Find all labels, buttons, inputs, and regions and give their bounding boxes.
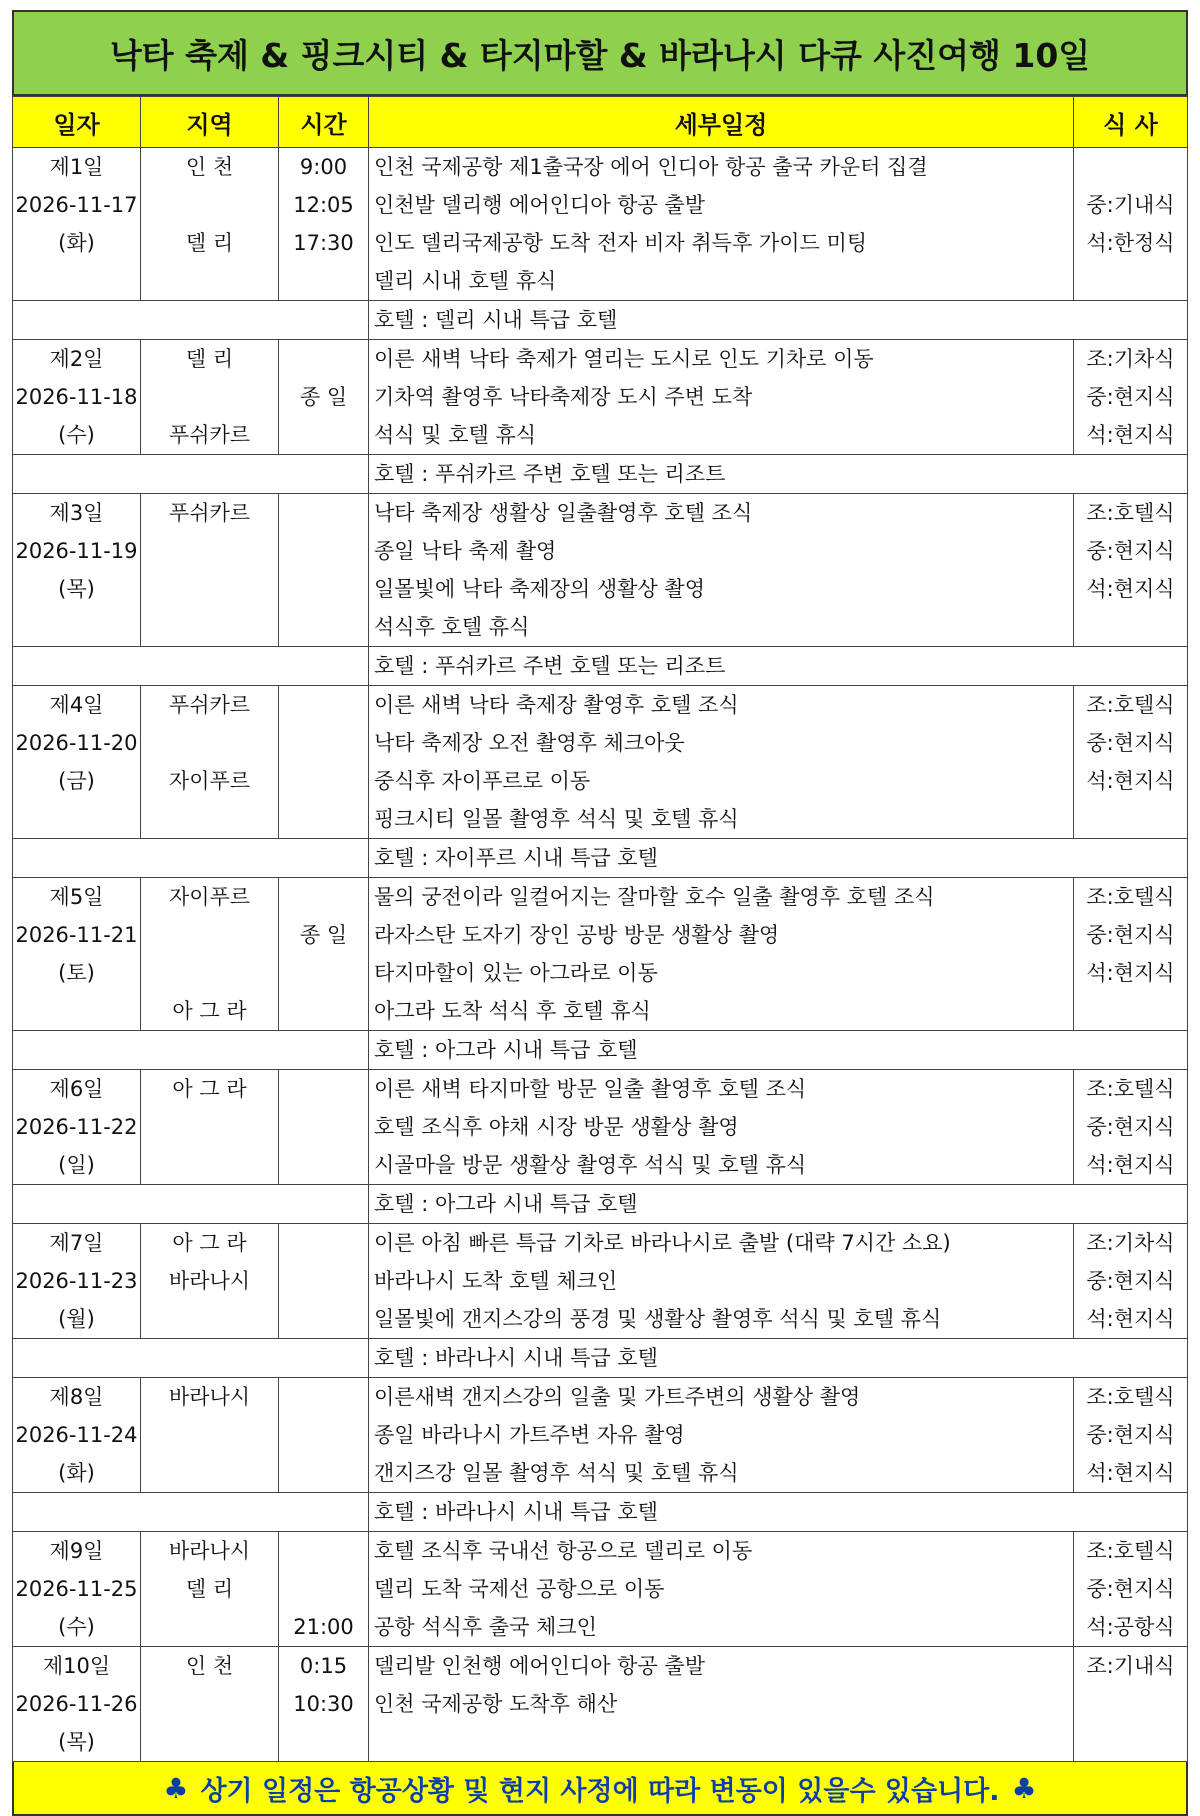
day-cell-line: 2026-11-26 xyxy=(15,1692,138,1716)
region-cell-line: 델 리 xyxy=(185,1577,234,1601)
day-cell-line: 2026-11-20 xyxy=(15,731,138,755)
meal-cell-line: 석:공항식 xyxy=(1086,1615,1175,1639)
notice-footer xyxy=(12,1762,1188,1816)
detail-cell-line: 이른새벽 갠지스강의 일출 및 가트주변의 생활상 촬영 xyxy=(374,1385,861,1409)
table-row xyxy=(13,1378,1188,1493)
day-cell-line: (수) xyxy=(58,1615,95,1639)
hotel-row xyxy=(13,1185,1188,1224)
hotel-row xyxy=(13,647,1188,686)
region-cell-line: 바라나시 xyxy=(168,1385,251,1409)
detail-cell-line: 일몰빛에 낙타 축제장의 생활상 촬영 xyxy=(374,577,705,601)
day-cell-line: 제10일 xyxy=(42,1654,111,1678)
time-cell-line xyxy=(279,416,368,454)
day-cell-line: (화) xyxy=(58,231,95,255)
day-cell xyxy=(13,1378,141,1493)
hotel-row xyxy=(13,1339,1188,1378)
meal-cell xyxy=(1074,1532,1188,1647)
day-cell-line: 제1일 xyxy=(49,155,104,179)
hotel-spacer xyxy=(13,1031,369,1070)
region-cell xyxy=(141,340,279,455)
detail-cell-line: 중식후 자이푸르로 이동 xyxy=(374,769,591,793)
day-cell-line: 2026-11-21 xyxy=(15,923,138,947)
detail-cell-line: 아그라 도착 석식 후 호텔 휴식 xyxy=(374,999,651,1023)
time-cell xyxy=(279,340,369,455)
header-day: 일자 xyxy=(13,97,141,148)
hotel-row xyxy=(13,1493,1188,1532)
day-cell xyxy=(13,148,141,301)
region-cell xyxy=(141,1070,279,1185)
meal-cell xyxy=(1074,340,1188,455)
detail-cell-line: 델리 도착 국제선 공항으로 이동 xyxy=(374,1577,665,1601)
time-cell xyxy=(279,1532,369,1647)
detail-cell xyxy=(369,1224,1074,1339)
day-cell-line: (금) xyxy=(58,769,95,793)
day-cell xyxy=(13,1532,141,1647)
time-cell-line: 10:30 xyxy=(293,1692,354,1716)
day-cell xyxy=(13,340,141,455)
detail-cell-line: 종일 낙타 축제 촬영 xyxy=(374,539,557,563)
detail-cell xyxy=(369,1532,1074,1647)
table-row xyxy=(13,148,1188,301)
detail-cell-line: 인천 국제공항 도착후 해산 xyxy=(374,1692,618,1716)
header-meal: 식 사 xyxy=(1074,97,1188,148)
region-cell xyxy=(141,148,279,301)
region-cell xyxy=(141,1647,279,1762)
meal-cell-line: 중:현지식 xyxy=(1086,1577,1175,1601)
detail-cell-line: 기차역 촬영후 낙타축제장 도시 주변 도착 xyxy=(374,385,753,409)
day-cell xyxy=(13,494,141,647)
day-cell-line: 2026-11-23 xyxy=(15,1269,138,1293)
region-cell-line: 델 리 xyxy=(185,347,234,371)
hotel-info: 호텔 : 아그라 시내 특급 호텔 xyxy=(369,1031,1188,1070)
hotel-row xyxy=(13,1031,1188,1070)
day-cell-line: 제9일 xyxy=(49,1539,104,1563)
region-cell-line xyxy=(141,186,278,224)
meal-cell xyxy=(1074,1070,1188,1185)
time-cell-line: 21:00 xyxy=(293,1615,354,1639)
meal-cell-line: 석:현지식 xyxy=(1086,423,1175,447)
day-cell-line: 2026-11-17 xyxy=(15,193,138,217)
detail-cell-line: 공항 석식후 출국 체크인 xyxy=(374,1615,597,1639)
region-cell-line: 아 그 라 xyxy=(172,999,247,1023)
page-title: 낙타 축제 & 핑크시티 & 타지마할 & 바라나시 다큐 사진여행 10일 xyxy=(12,10,1188,96)
header-region: 지역 xyxy=(141,97,279,148)
detail-cell xyxy=(369,494,1074,647)
meal-cell-line: 석:한정식 xyxy=(1086,231,1175,255)
region-cell-line: 인 천 xyxy=(185,155,234,179)
day-cell-line: (목) xyxy=(58,577,95,601)
detail-cell-line: 갠지즈강 일몰 촬영후 석식 및 호텔 휴식 xyxy=(374,1461,739,1485)
hotel-row xyxy=(13,839,1188,878)
detail-cell-line: 이른 새벽 낙타 축제장 촬영후 호텔 조식 xyxy=(374,693,739,717)
meal-cell-line: 조:기차식 xyxy=(1086,347,1175,371)
region-cell xyxy=(141,878,279,1031)
meal-cell-line: 석:현지식 xyxy=(1086,961,1175,985)
meal-cell xyxy=(1074,1378,1188,1493)
meal-cell-line: 중:기내식 xyxy=(1086,193,1175,217)
meal-cell-line: 석:현지식 xyxy=(1086,1461,1175,1485)
time-cell-line: 17:30 xyxy=(293,231,354,255)
table-row xyxy=(13,878,1188,1031)
time-cell xyxy=(279,148,369,301)
detail-cell-line: 이른 새벽 낙타 축제가 열리는 도시로 인도 기차로 이동 xyxy=(374,347,874,371)
time-cell-line xyxy=(279,1570,368,1608)
meal-cell-line: 중:현지식 xyxy=(1086,1269,1175,1293)
meal-cell-line: 조:기차식 xyxy=(1086,1231,1175,1255)
meal-cell xyxy=(1074,148,1188,301)
day-cell-line: (수) xyxy=(58,423,95,447)
meal-cell-line: 석:현지식 xyxy=(1086,769,1175,793)
region-cell-line: 아 그 라 xyxy=(172,1077,247,1101)
time-cell-line: 0:15 xyxy=(299,1654,348,1678)
time-cell-line xyxy=(279,340,368,378)
table-row xyxy=(13,1647,1188,1762)
time-cell-line xyxy=(279,878,368,916)
meal-cell-line: 조:호텔식 xyxy=(1086,501,1175,525)
header-time: 시간 xyxy=(279,97,369,148)
itinerary-body xyxy=(13,148,1188,1762)
detail-cell-line: 낙타 축제장 생활상 일출촬영후 호텔 조식 xyxy=(374,501,753,525)
detail-cell-line: 호텔 조식후 국내선 항공으로 델리로 이동 xyxy=(374,1539,753,1563)
detail-cell-line: 시골마을 방문 생활상 촬영후 석식 및 호텔 휴식 xyxy=(374,1153,807,1177)
hotel-row xyxy=(13,455,1188,494)
region-cell-line: 바라나시 xyxy=(168,1539,251,1563)
detail-cell-line: 인천발 델리행 에어인디아 항공 출발 xyxy=(374,193,705,217)
meal-cell-line: 조:호텔식 xyxy=(1086,1385,1175,1409)
time-cell-line: 종 일 xyxy=(299,923,348,947)
club-icon: ♣ xyxy=(163,1771,189,1805)
hotel-spacer xyxy=(13,1493,369,1532)
region-cell-line: 자이푸르 xyxy=(168,885,251,909)
table-row xyxy=(13,1070,1188,1185)
day-cell-line: (목) xyxy=(58,1730,95,1754)
time-cell-line: 9:00 xyxy=(299,155,348,179)
region-cell-line xyxy=(141,954,278,992)
meal-cell-line: 조:호텔식 xyxy=(1086,693,1175,717)
table-row xyxy=(13,686,1188,839)
day-cell-line: (토) xyxy=(58,961,95,985)
detail-cell-line: 타지마할이 있는 아그라로 이동 xyxy=(374,961,658,985)
time-cell-line xyxy=(279,1532,368,1570)
table-row xyxy=(13,1532,1188,1647)
time-cell xyxy=(279,686,369,839)
hotel-info: 호텔 : 아그라 시내 특급 호텔 xyxy=(369,1185,1188,1224)
region-cell-line xyxy=(141,724,278,762)
meal-cell-line: 중:현지식 xyxy=(1086,385,1175,409)
day-cell-line: 제3일 xyxy=(49,501,104,525)
meal-cell-line xyxy=(1074,148,1187,186)
meal-cell xyxy=(1074,878,1188,1031)
detail-cell xyxy=(369,1070,1074,1185)
meal-cell-line: 석:현지식 xyxy=(1086,577,1175,601)
detail-cell xyxy=(369,878,1074,1031)
detail-cell-line: 인도 델리국제공항 도착 전자 비자 취득후 가이드 미팅 xyxy=(374,231,868,255)
detail-cell xyxy=(369,686,1074,839)
region-cell xyxy=(141,686,279,839)
hotel-spacer xyxy=(13,1185,369,1224)
day-cell-line: 2026-11-19 xyxy=(15,539,138,563)
notice-text: 상기 일정은 항공상황 및 현지 사정에 따라 변동이 있을수 있습니다. xyxy=(200,1775,1000,1807)
meal-cell xyxy=(1074,1224,1188,1339)
region-cell xyxy=(141,494,279,647)
detail-cell-line: 델리발 인천행 에어인디아 항공 출발 xyxy=(374,1654,705,1678)
detail-cell-line: 석식 및 호텔 휴식 xyxy=(374,423,537,447)
meal-cell-line: 석:현지식 xyxy=(1086,1153,1175,1177)
region-cell xyxy=(141,1378,279,1493)
meal-cell-line: 중:현지식 xyxy=(1086,539,1175,563)
detail-cell-line: 종일 바라나시 가트주변 자유 촬영 xyxy=(374,1423,685,1447)
table-row xyxy=(13,1224,1188,1339)
day-cell xyxy=(13,1224,141,1339)
detail-cell-line: 이른 아침 빠른 특급 기차로 바라나시로 출발 (대략 7시간 소요) xyxy=(374,1231,951,1255)
detail-cell-line: 델리 시내 호텔 휴식 xyxy=(374,269,557,293)
meal-cell-line: 조:기내식 xyxy=(1086,1654,1175,1678)
hotel-row xyxy=(13,301,1188,340)
region-cell xyxy=(141,1224,279,1339)
meal-cell-line: 중:현지식 xyxy=(1086,1423,1175,1447)
region-cell-line: 델 리 xyxy=(185,231,234,255)
region-cell-line: 아 그 라 xyxy=(172,1231,247,1255)
day-cell-line: (월) xyxy=(58,1307,95,1331)
hotel-spacer xyxy=(13,647,369,686)
day-cell-line: 제8일 xyxy=(49,1385,104,1409)
table-row xyxy=(13,494,1188,647)
meal-cell xyxy=(1074,1647,1188,1762)
day-cell-line: 제2일 xyxy=(49,347,104,371)
itinerary-table xyxy=(12,96,1188,1762)
region-cell-line: 인 천 xyxy=(185,1654,234,1678)
hotel-info: 호텔 : 푸쉬카르 주변 호텔 또는 리조트 xyxy=(369,647,1188,686)
day-cell-line: 제7일 xyxy=(49,1231,104,1255)
day-cell-line: 제5일 xyxy=(49,885,104,909)
time-cell-line: 12:05 xyxy=(293,193,354,217)
day-cell xyxy=(13,878,141,1031)
meal-cell-line: 조:호텔식 xyxy=(1086,1077,1175,1101)
hotel-spacer xyxy=(13,839,369,878)
detail-cell-line: 일몰빛에 갠지스강의 풍경 및 생활상 촬영후 석식 및 호텔 휴식 xyxy=(374,1307,942,1331)
meal-cell-line: 중:현지식 xyxy=(1086,731,1175,755)
region-cell-line xyxy=(141,378,278,416)
detail-cell-line: 물의 궁전이라 일컬어지는 잘마할 호수 일출 촬영후 호텔 조식 xyxy=(374,885,935,909)
table-row xyxy=(13,340,1188,455)
meal-cell-line: 조:호텔식 xyxy=(1086,1539,1175,1563)
meal-cell xyxy=(1074,494,1188,647)
day-cell-line: 2026-11-18 xyxy=(15,385,138,409)
region-cell-line: 푸쉬카르 xyxy=(168,501,251,525)
day-cell-line: 2026-11-24 xyxy=(15,1423,138,1447)
region-cell-line: 바라나시 xyxy=(168,1269,251,1293)
hotel-info: 호텔 : 자이푸르 시내 특급 호텔 xyxy=(369,839,1188,878)
detail-cell-line: 석식후 호텔 휴식 xyxy=(374,615,530,639)
region-cell-line: 자이푸르 xyxy=(168,769,251,793)
day-cell-line: (일) xyxy=(58,1153,95,1177)
itinerary-sheet xyxy=(12,10,1188,1816)
time-cell xyxy=(279,1378,369,1493)
detail-cell-line: 낙타 축제장 오전 촬영후 체크아웃 xyxy=(374,731,685,755)
detail-cell-line: 바라나시 도착 호텔 체크인 xyxy=(374,1269,618,1293)
detail-cell-line: 이른 새벽 타지마할 방문 일출 촬영후 호텔 조식 xyxy=(374,1077,807,1101)
detail-cell xyxy=(369,1647,1074,1762)
hotel-info: 호텔 : 델리 시내 특급 호텔 xyxy=(369,301,1188,340)
hotel-spacer xyxy=(13,1339,369,1378)
region-cell xyxy=(141,1532,279,1647)
time-cell xyxy=(279,494,369,647)
detail-cell-line: 라자스탄 도자기 장인 공방 방문 생활상 촬영 xyxy=(374,923,780,947)
detail-cell xyxy=(369,148,1074,301)
time-cell xyxy=(279,1224,369,1339)
hotel-info: 호텔 : 푸쉬카르 주변 호텔 또는 리조트 xyxy=(369,455,1188,494)
detail-cell-line: 호텔 조식후 야채 시장 방문 생활상 촬영 xyxy=(374,1115,739,1139)
detail-cell xyxy=(369,1378,1074,1493)
hotel-info: 호텔 : 바라나시 시내 특급 호텔 xyxy=(369,1493,1188,1532)
header-detail: 세부일정 xyxy=(369,97,1074,148)
club-icon: ♣ xyxy=(1011,1771,1037,1805)
day-cell-line: 제4일 xyxy=(49,693,104,717)
day-cell-line: 2026-11-22 xyxy=(15,1115,138,1139)
meal-cell-line: 중:현지식 xyxy=(1086,1115,1175,1139)
hotel-spacer xyxy=(13,455,369,494)
meal-cell-line: 중:현지식 xyxy=(1086,923,1175,947)
meal-cell-line: 조:호텔식 xyxy=(1086,885,1175,909)
day-cell xyxy=(13,1647,141,1762)
day-cell-line: 2026-11-25 xyxy=(15,1577,138,1601)
table-header-row xyxy=(13,97,1188,148)
day-cell xyxy=(13,1070,141,1185)
time-cell-line: 종 일 xyxy=(299,385,348,409)
day-cell xyxy=(13,686,141,839)
detail-cell-line: 인천 국제공항 제1출국장 에어 인디아 항공 출국 카운터 집결 xyxy=(374,155,928,179)
time-cell xyxy=(279,1070,369,1185)
region-cell-line: 푸쉬카르 xyxy=(168,693,251,717)
detail-cell xyxy=(369,340,1074,455)
hotel-spacer xyxy=(13,301,369,340)
time-cell xyxy=(279,1647,369,1762)
hotel-info: 호텔 : 바라나시 시내 특급 호텔 xyxy=(369,1339,1188,1378)
meal-cell xyxy=(1074,686,1188,839)
detail-cell-line: 핑크시티 일몰 촬영후 석식 및 호텔 휴식 xyxy=(374,807,739,831)
day-cell-line: (화) xyxy=(58,1461,95,1485)
meal-cell-line: 석:현지식 xyxy=(1086,1307,1175,1331)
region-cell-line: 푸쉬카르 xyxy=(168,423,251,447)
region-cell-line xyxy=(141,916,278,954)
time-cell xyxy=(279,878,369,1031)
day-cell-line: 제6일 xyxy=(49,1077,104,1101)
